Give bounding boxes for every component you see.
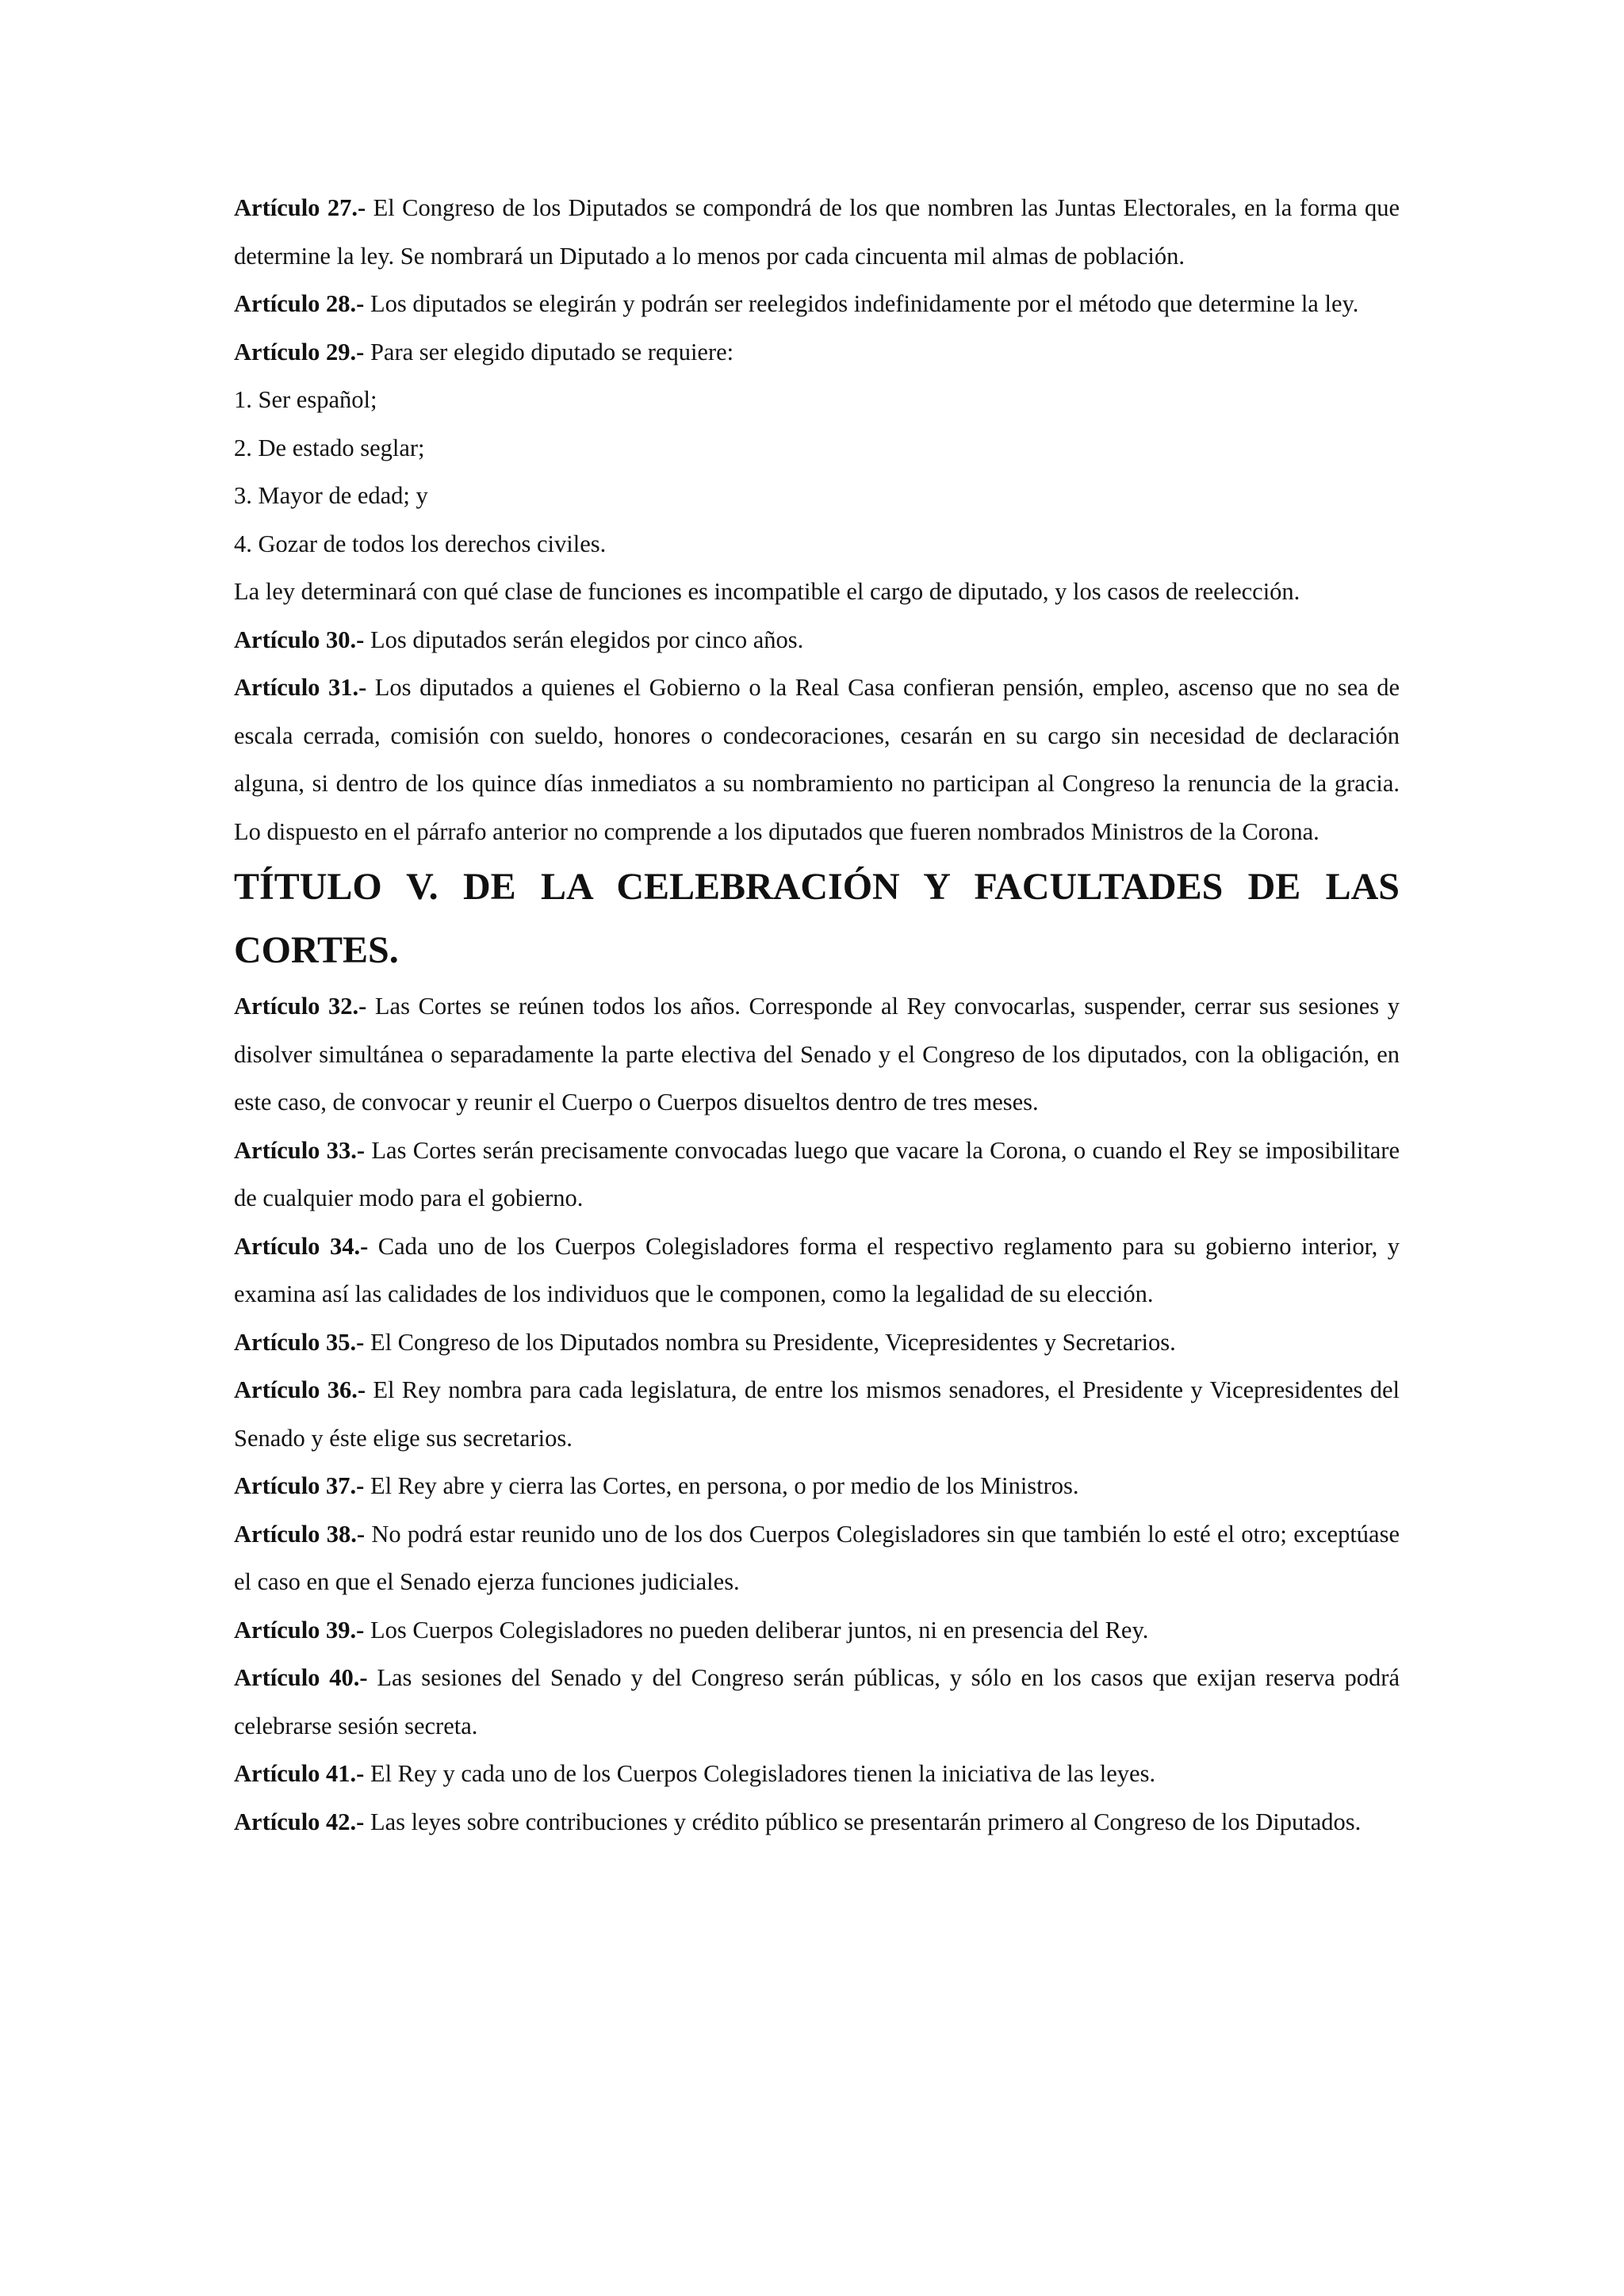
article-41 — [234, 1750, 1400, 1798]
article-text: Los diputados a quienes el Gobierno o la Real Casa confieran pensión, empleo, ascenso que no sea de escala cerrada, comisión con sueldo, honores o condecoraciones, cesarán en su cargo sin necesidad de declaración alguna, si dentro de los quince días inmediatos a su nombramiento no participan al Congreso la renuncia de la gracia. Lo dispuesto en el párrafo anterior no comprende a los diputados que fueren nombrados Ministros de la Corona. — [234, 674, 1400, 845]
article-label: Artículo 35.- — [234, 1328, 365, 1356]
article-text: Los diputados se elegirán y podrán ser reelegidos indefinidamente por el método que determine la ley. — [364, 290, 1359, 317]
list-item: 2. De estado seglar; — [234, 434, 425, 461]
article-text: Las Cortes se reúnen todos los años. Corresponde al Rey convocarlas, suspender, cerrar sus sesiones y disolver simultánea o separadamente la parte electiva del Senado y el Congreso de los diputados, con la obligación, en este caso, de convocar y reunir el Cuerpo o Cuerpos disueltos dentro de tres meses. — [234, 993, 1400, 1115]
article-27 — [234, 184, 1400, 280]
article-label: Artículo 34.- — [234, 1232, 369, 1260]
article-29 — [234, 328, 1400, 377]
article-35 — [234, 1318, 1400, 1367]
article-text: El Congreso de los Diputados nombra su Presidente, Vicepresidentes y Secretarios. — [364, 1328, 1176, 1356]
article-label: Artículo 37.- — [234, 1472, 365, 1499]
article-text: El Rey nombra para cada legislatura, de entre los mismos senadores, el Presidente y Vicepresidentes del Senado y éste elige sus secretarios. — [234, 1376, 1400, 1452]
article-label: Artículo 40.- — [234, 1664, 368, 1691]
document-body — [234, 184, 1400, 1846]
article-33 — [234, 1127, 1400, 1223]
article-label: Artículo 32.- — [234, 993, 367, 1020]
list-item: 1. Ser español; — [234, 386, 377, 413]
article-label: Artículo 31.- — [234, 674, 367, 701]
article-36 — [234, 1366, 1400, 1462]
article-42 — [234, 1798, 1400, 1846]
article-label: Artículo 29.- — [234, 338, 365, 365]
paragraph: La ley determinará con qué clase de funciones es incompatible el cargo de diputado, y los casos de reelección. — [234, 578, 1300, 605]
article-label: Artículo 39.- — [234, 1616, 365, 1644]
article-32 — [234, 982, 1400, 1127]
article-28 — [234, 280, 1400, 328]
article-text: Las sesiones del Senado y del Congreso serán públicas, y sólo en los casos que exijan reserva podrá celebrarse sesión secreta. — [234, 1664, 1400, 1739]
article-31 — [234, 664, 1400, 855]
article-label: Artículo 28.- — [234, 290, 365, 317]
article-text: Cada uno de los Cuerpos Colegisladores forma el respectivo reglamento para su gobierno interior, y examina así las calidades de los individuos que le componen, como la legalidad de su elección. — [234, 1232, 1400, 1307]
article-text: No podrá estar reunido uno de los dos Cuerpos Colegisladores sin que también lo esté el otro; exceptúase el caso en que el Senado ejerza funciones judiciales. — [234, 1520, 1400, 1595]
article-30 — [234, 616, 1400, 664]
article-39 — [234, 1606, 1400, 1655]
list-item: 4. Gozar de todos los derechos civiles. — [234, 530, 607, 557]
article-text: Las leyes sobre contribuciones y crédito público se presentarán primero al Congreso de los Diputados. — [364, 1808, 1362, 1835]
article-text: Los diputados serán elegidos por cinco años. — [364, 626, 804, 653]
list-item: 3. Mayor de edad; y — [234, 482, 428, 509]
section-heading: TÍTULO V. DE LA CELEBRACIÓN Y FACULTADES DE LAS CORTES. — [234, 866, 1400, 971]
article-label: Artículo 41.- — [234, 1760, 365, 1787]
article-text: Para ser elegido diputado se requiere: — [364, 338, 734, 365]
article-label: Artículo 33.- — [234, 1136, 366, 1164]
article-37 — [234, 1462, 1400, 1510]
article-text: El Rey abre y cierra las Cortes, en persona, o por medio de los Ministros. — [364, 1472, 1079, 1499]
article-label: Artículo 42.- — [234, 1808, 365, 1835]
article-34 — [234, 1223, 1400, 1318]
article-label: Artículo 30.- — [234, 626, 365, 653]
article-text: Los Cuerpos Colegisladores no pueden deliberar juntos, ni en presencia del Rey. — [364, 1616, 1149, 1644]
article-label: Artículo 36.- — [234, 1376, 366, 1403]
article-text: Las Cortes serán precisamente convocadas luego que vacare la Corona, o cuando el Rey se imposibilitare de cualquier modo para el gobierno. — [234, 1136, 1400, 1211]
article-38 — [234, 1510, 1400, 1606]
article-text: El Congreso de los Diputados se compondrá de los que nombren las Juntas Electorales, en la forma que determine la ley. Se nombrará un Diputado a lo menos por cada cincuenta mil almas de población. — [234, 194, 1400, 270]
article-40 — [234, 1654, 1400, 1750]
article-text: El Rey y cada uno de los Cuerpos Colegisladores tienen la iniciativa de las leyes. — [364, 1760, 1156, 1787]
article-label: Artículo 27.- — [234, 194, 366, 221]
article-label: Artículo 38.- — [234, 1520, 366, 1548]
